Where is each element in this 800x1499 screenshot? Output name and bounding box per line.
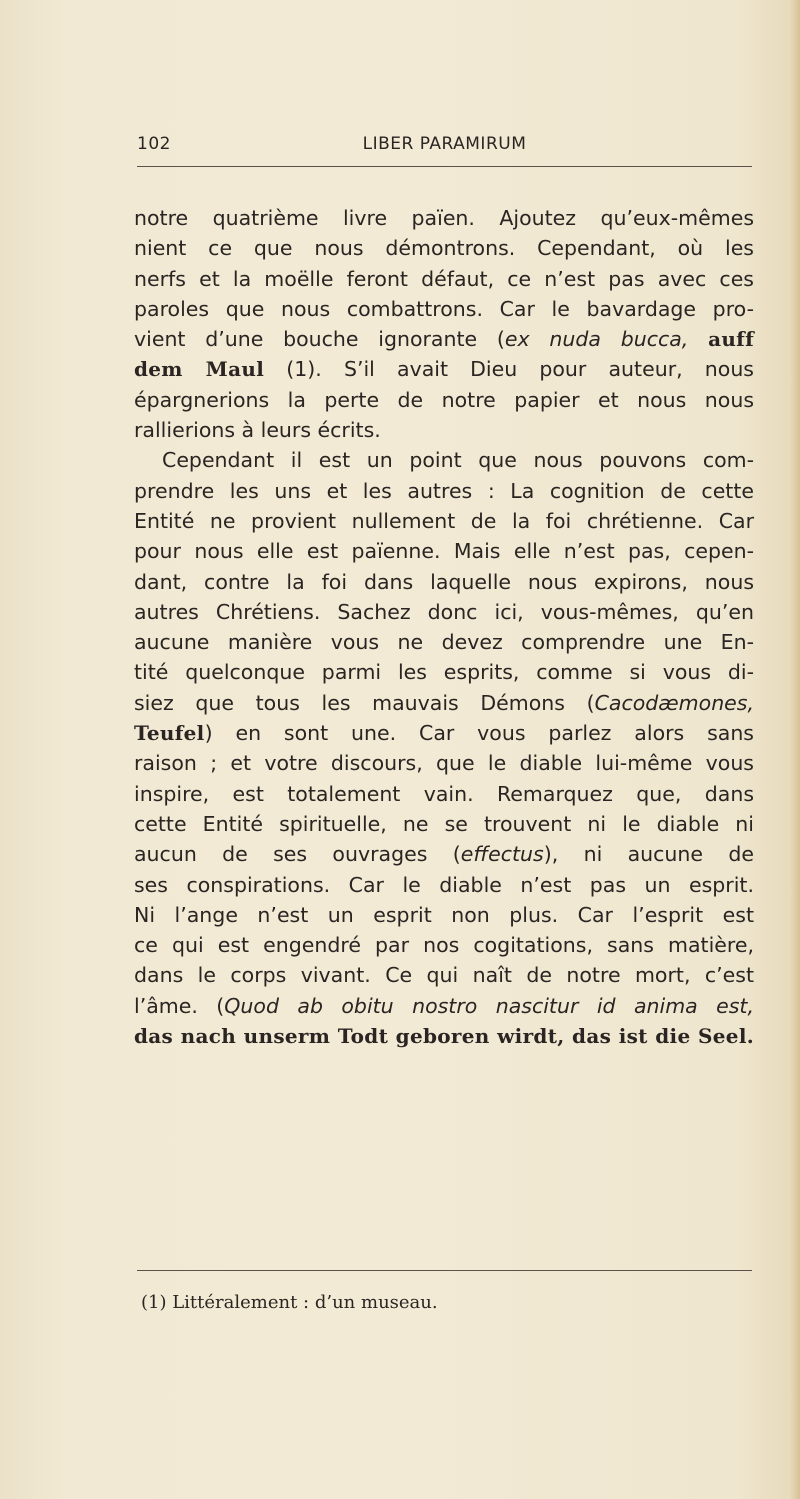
latin-phrase: effectus	[460, 842, 544, 867]
text-line: nient ce que nous démontrons. Cependant, où les	[134, 236, 754, 261]
latin-phrase: Cacodæmones,	[594, 690, 754, 715]
text-line: Entité ne provient nullement de la foi chrétienne. Car	[134, 508, 754, 533]
running-title: LIBER PARAMIRUM	[362, 134, 527, 154]
text-line	[134, 718, 754, 748]
footnote-rule	[137, 1270, 752, 1271]
text-line: aucune manière vous ne devez comprendre une En-	[134, 630, 754, 655]
text-line	[134, 688, 754, 718]
text-line: tité quelconque parmi les esprits, comme si vous di-	[134, 660, 754, 685]
text-line	[134, 1021, 754, 1051]
header-rule	[137, 166, 752, 167]
text-line: raison ; et votre discours, que le diable lui-même vous	[134, 751, 754, 776]
text-line: ses conspirations. Car le diable n’est pas un esprit.	[134, 872, 754, 897]
footnote: (1) Littéralement : d’un museau.	[141, 1292, 438, 1313]
text-line: prendre les uns et les autres : La cognition de cette	[134, 478, 754, 503]
text-line	[134, 324, 754, 354]
text-line: autres Chrétiens. Sachez donc ici, vous-mêmes, qu’en	[134, 599, 754, 624]
text-line: paroles que nous combattrons. Car le bavardage pro-	[134, 296, 754, 321]
text-line: rallierions à leurs écrits.	[134, 418, 381, 443]
text-line: Ni l’ange n’est un esprit non plus. Car l’esprit est	[134, 902, 754, 927]
german-phrase: das nach unserm Todt geboren wirdt, das ist die Seel.	[134, 1024, 754, 1049]
text-line: pour nous elle est païenne. Mais elle n’est pas, cepen-	[134, 539, 754, 564]
text-line: notre quatrième livre païen. Ajoutez qu’eux-mêmes	[134, 206, 754, 230]
german-phrase: auff	[708, 327, 754, 352]
text-line: Cependant il est un point que nous pouvons com-	[162, 448, 754, 473]
text-line: inspire, est totalement vain. Remarquez que, dans	[134, 781, 754, 806]
text-line	[134, 354, 754, 384]
text-line: nerfs et la moëlle feront défaut, ce n’est pas avec ces	[134, 266, 754, 291]
text-run: l’âme. (	[134, 993, 225, 1018]
text-run: ) en sont une. Car vous parlez alors sans	[204, 721, 754, 746]
text-run: (1). S’il avait Dieu pour auteur, nous	[264, 357, 754, 382]
latin-phrase: ex nuda bucca,	[504, 327, 689, 352]
text-run: aucun de ses ouvrages (	[134, 842, 461, 867]
page-number: 102	[137, 134, 171, 154]
page-edge-shadow	[790, 0, 800, 1499]
text-line	[134, 991, 754, 1021]
text-line: ce qui est engendré par nos cogitations, sans matière,	[134, 933, 754, 958]
text-line: dant, contre la foi dans laquelle nous expirons, nous	[134, 569, 754, 594]
text-line	[134, 839, 754, 869]
text-run: vient d’une bouche ignorante (	[134, 327, 505, 352]
text-line: dans le corps vivant. Ce qui naît de notre mort, c’est	[134, 963, 754, 988]
running-header	[137, 130, 752, 160]
german-phrase: dem Maul	[134, 357, 265, 382]
latin-phrase: Quod ab obitu nostro nascitur id anima est,	[224, 993, 754, 1018]
text-line: cette Entité spirituelle, ne se trouvent ni le diable ni	[134, 811, 754, 836]
text-run: siez que tous les mauvais Démons (	[134, 690, 595, 715]
text-run: ), ni aucune de	[543, 842, 754, 867]
german-phrase: Teufel	[134, 721, 205, 746]
text-line: épargnerions la perte de notre papier et nous nous	[134, 387, 754, 412]
body-text	[134, 203, 754, 1051]
